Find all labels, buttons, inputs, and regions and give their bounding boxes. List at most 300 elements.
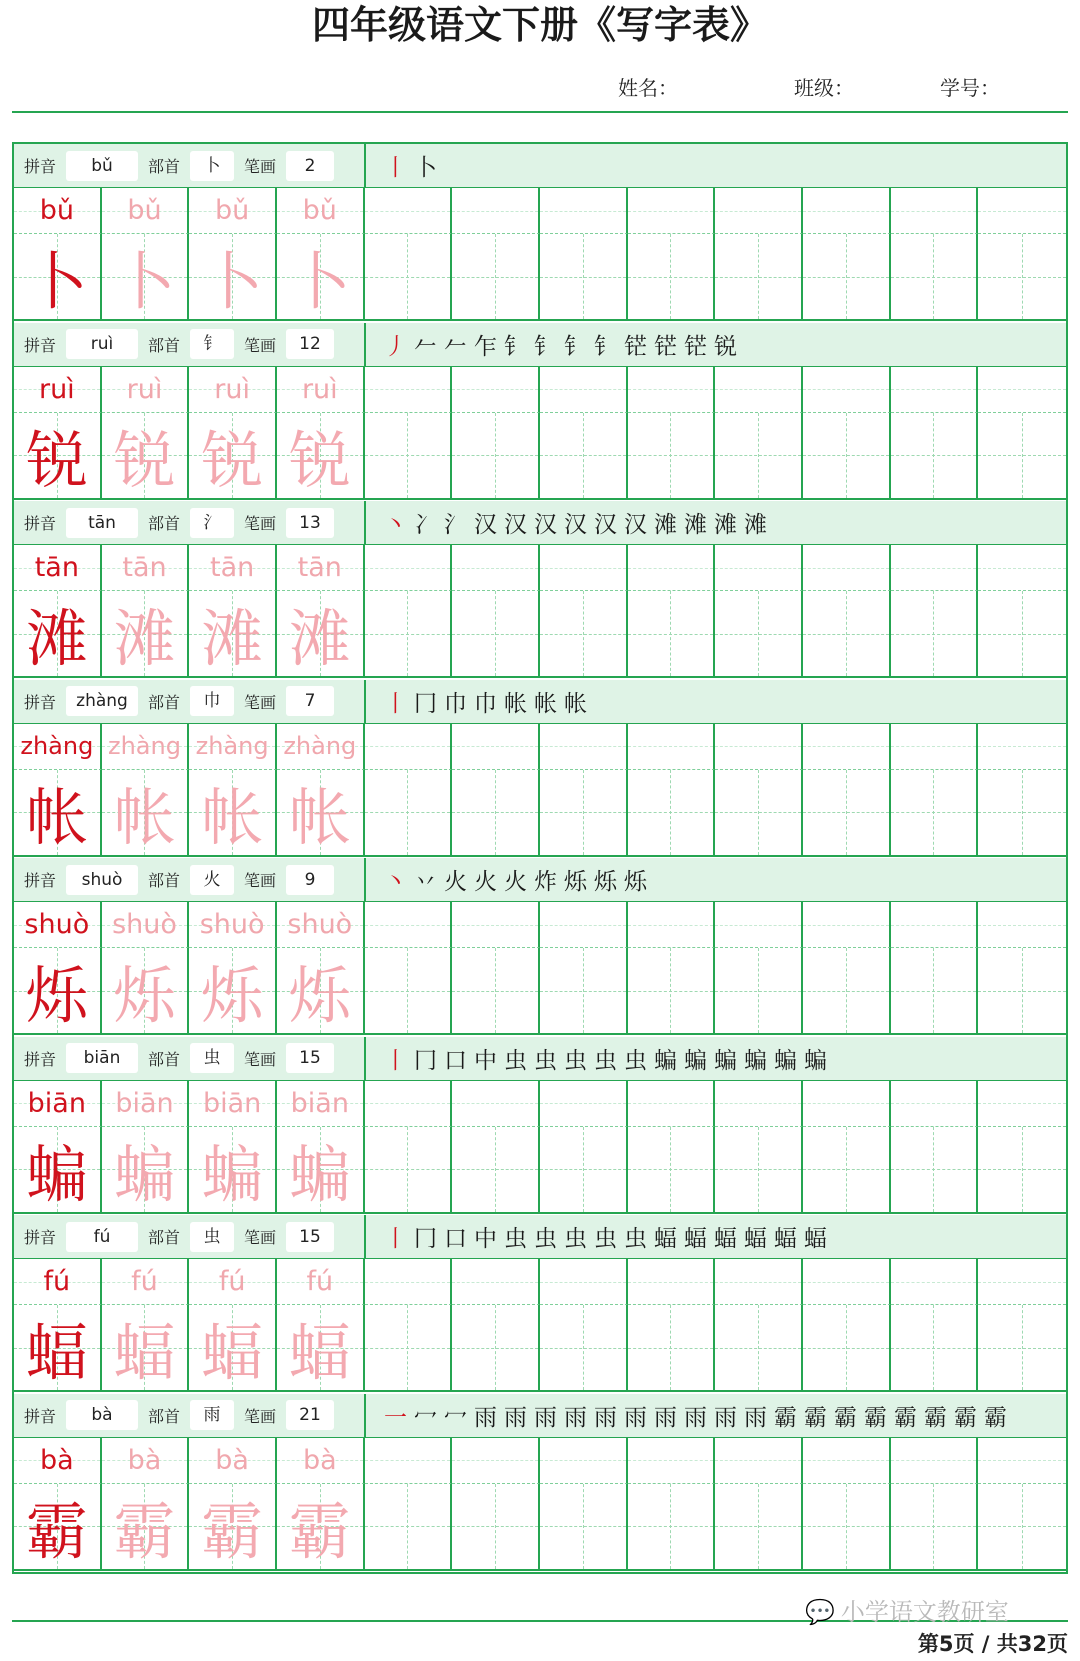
stroke-step: 帐 bbox=[534, 690, 558, 717]
pinyin-cell[interactable] bbox=[978, 1438, 1066, 1484]
character-cell[interactable] bbox=[978, 234, 1066, 321]
pinyin-cell[interactable] bbox=[628, 1081, 716, 1127]
character-cell[interactable] bbox=[452, 1127, 540, 1214]
character-cell[interactable] bbox=[540, 234, 628, 321]
pinyin-trace: fú bbox=[131, 1266, 158, 1297]
stroke-step: 锐 bbox=[714, 333, 738, 360]
pinyin-cell bbox=[277, 367, 365, 413]
stroke-step: 霸 bbox=[834, 1404, 858, 1431]
character-cell[interactable] bbox=[803, 591, 891, 678]
radical-label: 部首 bbox=[147, 1228, 180, 1247]
radical-value: 钅 bbox=[190, 329, 234, 359]
pinyin-cell[interactable] bbox=[803, 1081, 891, 1127]
pinyin-cell[interactable] bbox=[891, 188, 979, 234]
character-cell[interactable] bbox=[628, 413, 716, 500]
stroke-step: 丨 bbox=[384, 155, 408, 181]
stroke-step: 霸 bbox=[864, 1404, 888, 1431]
stroke-step: 虫 bbox=[504, 1047, 528, 1074]
pinyin-cell[interactable] bbox=[978, 1259, 1066, 1305]
character-cell bbox=[277, 591, 365, 678]
pinyin-cell[interactable] bbox=[978, 902, 1066, 948]
stroke-step: 𠂉 bbox=[414, 333, 438, 360]
pinyin-cell[interactable] bbox=[365, 724, 453, 770]
pinyin-cell[interactable] bbox=[803, 724, 891, 770]
stroke-step: 钅 bbox=[564, 333, 588, 360]
pinyin-model: biān bbox=[27, 1087, 86, 1119]
stroke-step: 霸 bbox=[984, 1404, 1008, 1431]
pinyin-cell bbox=[14, 545, 102, 591]
page-number: 第5页 / 共32页 bbox=[917, 1632, 1068, 1656]
character-cell bbox=[14, 1484, 102, 1571]
character-cell bbox=[14, 1127, 102, 1214]
character-info-bar bbox=[14, 501, 1066, 545]
character-cell[interactable] bbox=[452, 770, 540, 857]
pinyin-cell[interactable] bbox=[891, 902, 979, 948]
pinyin-cell bbox=[102, 1438, 190, 1484]
stroke-step: 𠂉 bbox=[444, 333, 468, 360]
stroke-step: 钅 bbox=[594, 333, 618, 360]
pinyin-cell[interactable] bbox=[715, 1081, 803, 1127]
character-model: 帐 bbox=[25, 780, 88, 854]
character-cell bbox=[277, 770, 365, 857]
pinyin-cell[interactable] bbox=[365, 1081, 453, 1127]
character-cell bbox=[189, 1127, 277, 1214]
character-trace: 蝙 bbox=[201, 1137, 264, 1211]
stroke-step: 蝠 bbox=[804, 1226, 828, 1252]
character-cell[interactable] bbox=[715, 1484, 803, 1571]
stroke-step: 虫 bbox=[564, 1226, 588, 1252]
strokes-label: 笔画 bbox=[243, 1049, 276, 1069]
character-block bbox=[14, 144, 1066, 323]
pinyin-cell[interactable] bbox=[715, 188, 803, 234]
stroke-step: 烁 bbox=[624, 869, 648, 895]
strokes-value: 15 bbox=[286, 1222, 334, 1252]
pinyin-cell[interactable] bbox=[628, 1259, 716, 1305]
stroke-step: 雨 bbox=[654, 1404, 678, 1431]
pinyin-cell[interactable] bbox=[452, 1438, 540, 1484]
character-cell[interactable] bbox=[891, 1484, 979, 1571]
pinyin-cell[interactable] bbox=[978, 545, 1066, 591]
character-info-bar bbox=[14, 323, 1066, 367]
pinyin-cell[interactable] bbox=[365, 902, 453, 948]
pinyin-cell[interactable] bbox=[452, 1081, 540, 1127]
character-cell[interactable] bbox=[891, 770, 979, 857]
pinyin-trace: bǔ bbox=[127, 195, 162, 226]
character-cell[interactable] bbox=[628, 1127, 716, 1214]
radical-label: 部首 bbox=[147, 1406, 180, 1426]
character-cell[interactable] bbox=[628, 591, 716, 678]
pinyin-cell[interactable] bbox=[540, 902, 628, 948]
wechat-icon: 💬 bbox=[805, 1598, 835, 1626]
pinyin-value: shuò bbox=[66, 865, 138, 895]
strokes-label: 笔画 bbox=[243, 692, 276, 712]
stroke-step: 冖 bbox=[444, 1404, 468, 1431]
character-row bbox=[14, 948, 1066, 1035]
stroke-step: 火 bbox=[444, 869, 468, 895]
pinyin-cell[interactable] bbox=[365, 188, 453, 234]
stroke-step: 卜 bbox=[414, 155, 438, 181]
character-trace: 蝠 bbox=[288, 1316, 351, 1389]
character-cell[interactable] bbox=[978, 1484, 1066, 1571]
character-cell bbox=[189, 948, 277, 1035]
character-cell[interactable] bbox=[715, 948, 803, 1035]
radical-label: 部首 bbox=[147, 871, 180, 890]
pinyin-row bbox=[14, 902, 1066, 948]
pinyin-cell[interactable] bbox=[978, 1081, 1066, 1127]
stroke-step: 虫 bbox=[504, 1226, 528, 1252]
character-block bbox=[14, 323, 1066, 502]
pinyin-cell bbox=[189, 367, 277, 413]
pinyin-trace: ruì bbox=[126, 373, 163, 405]
character-row bbox=[14, 770, 1066, 857]
stroke-step: 蝠 bbox=[654, 1226, 678, 1252]
pinyin-cell[interactable] bbox=[891, 1438, 979, 1484]
radical-value: 虫 bbox=[190, 1222, 234, 1252]
pinyin-value: tān bbox=[66, 508, 138, 538]
stroke-step: 滩 bbox=[654, 512, 678, 538]
character-cell[interactable] bbox=[978, 1305, 1066, 1392]
character-trace: 霸 bbox=[201, 1494, 264, 1568]
stroke-step: 冂 bbox=[414, 1226, 438, 1252]
header-rule bbox=[12, 111, 1068, 113]
pinyin-cell[interactable] bbox=[628, 545, 716, 591]
pinyin-cell[interactable] bbox=[803, 1438, 891, 1484]
character-cell bbox=[277, 1127, 365, 1214]
pinyin-model: bà bbox=[39, 1444, 74, 1476]
character-cell[interactable] bbox=[540, 770, 628, 857]
character-cell[interactable] bbox=[452, 413, 540, 500]
pinyin-trace: fú bbox=[218, 1266, 246, 1297]
stroke-step: 口 bbox=[444, 1226, 468, 1252]
character-trace: 霸 bbox=[288, 1494, 351, 1568]
pinyin-cell[interactable] bbox=[365, 545, 453, 591]
pinyin-cell[interactable] bbox=[540, 1438, 628, 1484]
character-cell[interactable] bbox=[365, 770, 453, 857]
strokes-label: 笔画 bbox=[243, 871, 276, 890]
radical-label: 部首 bbox=[147, 692, 180, 712]
pinyin-label: 拼音 bbox=[23, 1406, 56, 1426]
pinyin-cell bbox=[189, 1081, 277, 1127]
pinyin-cell[interactable] bbox=[540, 367, 628, 413]
stroke-step: 蝙 bbox=[804, 1047, 828, 1074]
stroke-step: 雨 bbox=[684, 1404, 708, 1431]
pinyin-cell[interactable] bbox=[715, 1438, 803, 1484]
character-cell[interactable] bbox=[978, 1127, 1066, 1214]
character-cell[interactable] bbox=[540, 1127, 628, 1214]
character-block bbox=[14, 1215, 1066, 1394]
pinyin-trace: biān bbox=[202, 1087, 262, 1119]
pinyin-cell[interactable] bbox=[540, 724, 628, 770]
character-cell[interactable] bbox=[365, 234, 453, 321]
character-cell[interactable] bbox=[365, 1305, 453, 1392]
pinyin-cell[interactable] bbox=[628, 188, 716, 234]
stroke-step: 巾 bbox=[474, 690, 498, 717]
character-cell[interactable] bbox=[628, 1484, 716, 1571]
stroke-step: 蝠 bbox=[774, 1226, 798, 1252]
strokes-label: 笔画 bbox=[243, 1228, 276, 1247]
pinyin-cell bbox=[189, 1259, 277, 1305]
character-cell[interactable] bbox=[365, 948, 453, 1035]
strokes-value: 15 bbox=[286, 1043, 334, 1073]
character-cell[interactable] bbox=[978, 948, 1066, 1035]
stroke-step: 虫 bbox=[624, 1226, 648, 1252]
character-cell[interactable] bbox=[891, 234, 979, 321]
character-block bbox=[14, 858, 1066, 1037]
stroke-step: 虫 bbox=[594, 1047, 618, 1074]
character-cell[interactable] bbox=[803, 770, 891, 857]
pinyin-label: 拼音 bbox=[23, 1228, 56, 1247]
character-cell[interactable] bbox=[452, 234, 540, 321]
radical-label: 部首 bbox=[147, 514, 180, 533]
pinyin-cell[interactable] bbox=[803, 902, 891, 948]
character-cell[interactable] bbox=[891, 948, 979, 1035]
pinyin-row bbox=[14, 188, 1066, 234]
pinyin-cell bbox=[189, 545, 277, 591]
pinyin-trace: bà bbox=[302, 1444, 337, 1476]
character-cell[interactable] bbox=[715, 1127, 803, 1214]
character-cell[interactable] bbox=[803, 1305, 891, 1392]
stroke-step: 汉 bbox=[624, 512, 648, 538]
character-cell bbox=[14, 948, 102, 1035]
character-cell[interactable] bbox=[715, 234, 803, 321]
pinyin-model: bǔ bbox=[39, 195, 74, 226]
radical-value: 虫 bbox=[190, 1043, 234, 1073]
pinyin-trace: tān bbox=[297, 552, 342, 583]
stroke-step: 蝠 bbox=[684, 1226, 708, 1252]
character-cell[interactable] bbox=[540, 1305, 628, 1392]
character-trace: 蝠 bbox=[113, 1316, 176, 1389]
character-cell[interactable] bbox=[715, 1305, 803, 1392]
pinyin-cell bbox=[277, 1438, 365, 1484]
pinyin-cell[interactable] bbox=[978, 724, 1066, 770]
character-cell[interactable] bbox=[540, 948, 628, 1035]
pinyin-cell[interactable] bbox=[978, 367, 1066, 413]
stroke-step: 帐 bbox=[504, 690, 528, 717]
character-cell[interactable] bbox=[452, 948, 540, 1035]
pinyin-cell[interactable] bbox=[365, 367, 453, 413]
radical-value: 火 bbox=[190, 865, 234, 895]
character-cell[interactable] bbox=[803, 948, 891, 1035]
character-cell[interactable] bbox=[891, 591, 979, 678]
pinyin-cell[interactable] bbox=[891, 724, 979, 770]
character-cell[interactable] bbox=[452, 1305, 540, 1392]
character-cell[interactable] bbox=[365, 591, 453, 678]
character-cell[interactable] bbox=[891, 413, 979, 500]
character-row bbox=[14, 1484, 1066, 1571]
pinyin-cell[interactable] bbox=[891, 1259, 979, 1305]
character-cell[interactable] bbox=[978, 591, 1066, 678]
stroke-step: 冫 bbox=[414, 512, 438, 538]
pinyin-value: zhàng bbox=[66, 686, 138, 716]
character-cell[interactable] bbox=[628, 1305, 716, 1392]
pinyin-cell bbox=[102, 902, 190, 948]
pinyin-cell[interactable] bbox=[715, 724, 803, 770]
name-label: 姓名： bbox=[618, 76, 678, 100]
strokes-value: 7 bbox=[286, 686, 334, 716]
pinyin-cell[interactable] bbox=[628, 367, 716, 413]
pinyin-cell[interactable] bbox=[803, 1259, 891, 1305]
pinyin-row bbox=[14, 724, 1066, 770]
pinyin-cell[interactable] bbox=[540, 188, 628, 234]
character-cell bbox=[102, 1305, 190, 1392]
strokes-value: 21 bbox=[286, 1400, 334, 1430]
character-cell bbox=[102, 591, 190, 678]
pinyin-cell bbox=[14, 367, 102, 413]
character-info-bar bbox=[14, 144, 1066, 188]
stroke-step: 丨 bbox=[384, 1047, 408, 1074]
character-info-bar bbox=[14, 1215, 1066, 1259]
pinyin-cell[interactable] bbox=[891, 1081, 979, 1127]
stroke-step: 雨 bbox=[474, 1404, 498, 1431]
character-model: 蝠 bbox=[25, 1316, 88, 1389]
pinyin-cell[interactable] bbox=[715, 367, 803, 413]
character-cell[interactable] bbox=[803, 413, 891, 500]
stroke-step: 丨 bbox=[384, 1226, 408, 1252]
character-cell[interactable] bbox=[540, 591, 628, 678]
pinyin-cell bbox=[102, 188, 190, 234]
character-cell[interactable] bbox=[715, 591, 803, 678]
radical-value: 卜 bbox=[190, 151, 234, 181]
pinyin-row bbox=[14, 367, 1066, 413]
character-model: 滩 bbox=[25, 602, 88, 675]
pinyin-trace: ruì bbox=[301, 373, 338, 405]
character-cell bbox=[277, 1484, 365, 1571]
radical-label: 部首 bbox=[147, 157, 180, 176]
pinyin-cell[interactable] bbox=[715, 1259, 803, 1305]
stroke-step: 冖 bbox=[414, 1404, 438, 1431]
character-cell bbox=[102, 413, 190, 500]
pinyin-cell[interactable] bbox=[452, 188, 540, 234]
pinyin-cell[interactable] bbox=[452, 902, 540, 948]
stroke-step: 丨 bbox=[384, 690, 408, 717]
character-trace: 卜 bbox=[288, 245, 351, 318]
stroke-step: 汉 bbox=[504, 512, 528, 538]
pinyin-cell bbox=[277, 902, 365, 948]
character-cell bbox=[102, 234, 190, 321]
pinyin-trace: bǔ bbox=[215, 195, 250, 226]
pinyin-cell[interactable] bbox=[365, 1438, 453, 1484]
pinyin-cell bbox=[14, 902, 102, 948]
character-cell[interactable] bbox=[715, 413, 803, 500]
radical-value: 氵 bbox=[190, 508, 234, 538]
stroke-step: 霸 bbox=[954, 1404, 978, 1431]
pinyin-cell[interactable] bbox=[628, 902, 716, 948]
character-cell[interactable] bbox=[628, 770, 716, 857]
pinyin-cell[interactable] bbox=[803, 367, 891, 413]
character-cell bbox=[277, 1305, 365, 1392]
strokes-label: 笔画 bbox=[243, 514, 276, 533]
pinyin-cell[interactable] bbox=[540, 545, 628, 591]
character-cell[interactable] bbox=[891, 1127, 979, 1214]
character-trace: 滩 bbox=[113, 602, 176, 675]
strokes-label: 笔画 bbox=[243, 157, 276, 176]
stroke-order bbox=[366, 1037, 1066, 1080]
character-block bbox=[14, 501, 1066, 680]
character-cell[interactable] bbox=[452, 1484, 540, 1571]
pinyin-cell[interactable] bbox=[891, 545, 979, 591]
stroke-step: 中 bbox=[474, 1226, 498, 1252]
stroke-step: 蝙 bbox=[654, 1047, 678, 1074]
character-cell[interactable] bbox=[803, 1484, 891, 1571]
pinyin-cell[interactable] bbox=[452, 1259, 540, 1305]
pinyin-cell[interactable] bbox=[452, 367, 540, 413]
pinyin-cell[interactable] bbox=[715, 545, 803, 591]
pinyin-cell[interactable] bbox=[628, 724, 716, 770]
stroke-step: 钅 bbox=[534, 333, 558, 360]
pinyin-label: 拼音 bbox=[23, 1049, 56, 1069]
character-cell[interactable] bbox=[540, 413, 628, 500]
pinyin-cell[interactable] bbox=[891, 367, 979, 413]
stroke-step: 蝙 bbox=[774, 1047, 798, 1074]
pinyin-cell[interactable] bbox=[540, 1081, 628, 1127]
stroke-step: 烁 bbox=[594, 869, 618, 895]
character-meta bbox=[14, 1394, 366, 1437]
pinyin-cell[interactable] bbox=[452, 724, 540, 770]
radical-value: 雨 bbox=[190, 1400, 234, 1430]
radical-label: 部首 bbox=[147, 335, 180, 355]
pinyin-cell[interactable] bbox=[715, 902, 803, 948]
character-cell bbox=[102, 1484, 190, 1571]
pinyin-trace: fú bbox=[306, 1266, 334, 1297]
pinyin-cell bbox=[102, 724, 190, 770]
character-model: 蝙 bbox=[25, 1137, 88, 1211]
stroke-step: 乍 bbox=[474, 333, 498, 360]
pinyin-cell[interactable] bbox=[803, 545, 891, 591]
pinyin-cell[interactable] bbox=[978, 188, 1066, 234]
radical-value: 巾 bbox=[190, 686, 234, 716]
stroke-step: 一 bbox=[384, 1404, 408, 1431]
character-cell[interactable] bbox=[452, 591, 540, 678]
stroke-order bbox=[366, 144, 1066, 187]
stroke-step: 虫 bbox=[594, 1226, 618, 1252]
character-model: 烁 bbox=[25, 959, 88, 1032]
character-cell bbox=[189, 591, 277, 678]
character-cell[interactable] bbox=[803, 1127, 891, 1214]
character-cell[interactable] bbox=[628, 948, 716, 1035]
pinyin-cell bbox=[277, 545, 365, 591]
stroke-step: 炸 bbox=[534, 869, 558, 895]
pinyin-trace: shuò bbox=[112, 909, 177, 940]
character-cell[interactable] bbox=[540, 1484, 628, 1571]
character-cell[interactable] bbox=[978, 770, 1066, 857]
character-cell[interactable] bbox=[891, 1305, 979, 1392]
character-cell[interactable] bbox=[628, 234, 716, 321]
character-cell bbox=[189, 770, 277, 857]
pinyin-cell bbox=[277, 188, 365, 234]
stroke-step: 汉 bbox=[534, 512, 558, 538]
character-trace: 烁 bbox=[201, 959, 264, 1032]
stroke-step: 蝠 bbox=[744, 1226, 768, 1252]
stroke-order bbox=[366, 323, 1066, 366]
character-cell bbox=[189, 1484, 277, 1571]
character-cell[interactable] bbox=[365, 1484, 453, 1571]
pinyin-cell[interactable] bbox=[365, 1259, 453, 1305]
character-cell[interactable] bbox=[803, 234, 891, 321]
pinyin-cell[interactable] bbox=[452, 545, 540, 591]
stroke-step: 丶 bbox=[384, 512, 408, 538]
pinyin-cell[interactable] bbox=[803, 188, 891, 234]
pinyin-cell[interactable] bbox=[628, 1438, 716, 1484]
character-cell[interactable] bbox=[715, 770, 803, 857]
character-cell[interactable] bbox=[365, 1127, 453, 1214]
pinyin-cell[interactable] bbox=[540, 1259, 628, 1305]
character-cell[interactable] bbox=[978, 413, 1066, 500]
character-cell[interactable] bbox=[365, 413, 453, 500]
character-trace: 帐 bbox=[201, 780, 264, 854]
pinyin-label: 拼音 bbox=[23, 514, 56, 533]
watermark-text: 小学语文教研室 bbox=[840, 1598, 1009, 1626]
character-row bbox=[14, 1305, 1066, 1392]
